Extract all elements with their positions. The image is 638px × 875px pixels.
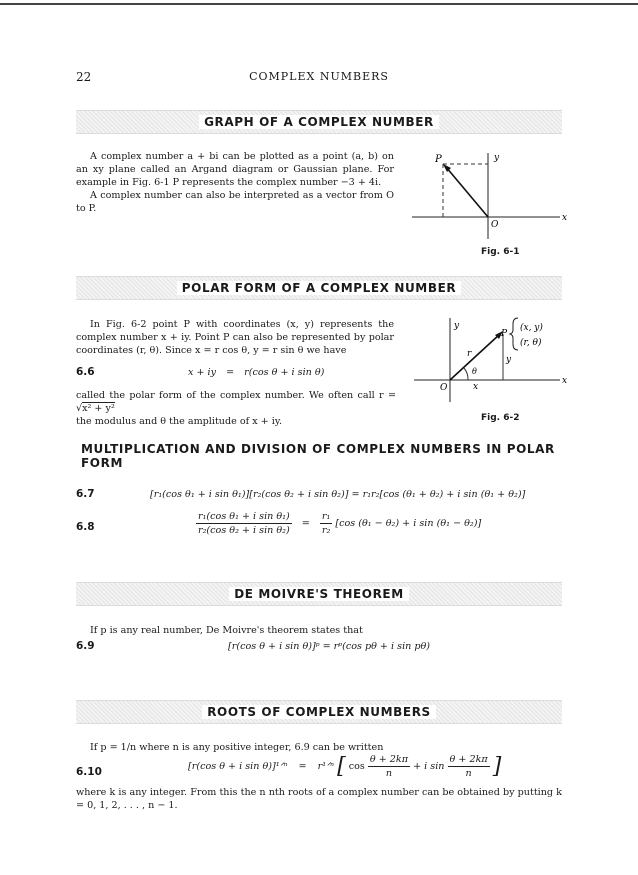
page-number: 22 [76,70,92,84]
denominator: r₂ [321,525,331,536]
eq-lhs: [r(cos θ + i sin θ)]¹ᐟⁿ [188,761,288,772]
section-title: DE MOIVRE'S THEOREM [229,587,409,601]
fraction [196,511,292,536]
label-x: x [562,376,568,386]
label-theta: θ [472,367,477,376]
label-o: O [491,220,499,230]
paragraph: If p = 1/n where n is any positive integer, 6.9 can be written [90,742,384,753]
fig-6-2-diagram [410,312,570,404]
equation-6-6 [188,367,324,378]
top-rule [0,3,638,5]
label-y2: y [506,355,512,365]
paragraph: A complex number a + bi can be plotted as a point (a, b) on an xy plane called an Argand diagram or Gaussian plane. For example in Fig. 6-1 P represents the complex number −3 + 4i. [76,151,394,188]
eq-sign: = [298,761,307,772]
label-p: P [435,154,442,165]
brace [510,318,518,350]
eq-plus: + i sin [413,761,445,772]
graph-text [76,150,394,215]
section-banner-roots [76,700,562,724]
paragraph: In Fig. 6-2 point P with coordinates (x, y) represents the complex number x + iy. Point P can also be represented by polar coordinates (r, θ). Since x = r cos θ, y = r sin θ we have [76,319,394,356]
label-rt: (r, θ) [520,338,542,348]
figure-caption: Fig. 6-2 [481,413,520,423]
eq-cos: cos [348,761,365,772]
equation-label: 6.7 [76,488,95,500]
equation-6-7: [r₁(cos θ₁ + i sin θ₁)][r₂(cos θ₂ + i sin θ₂)] = r₁r₂[cos (θ₁ + θ₂) + i sin (θ₁ + θ₂)] [150,489,526,500]
eq-sign: = [226,367,235,378]
numerator: θ + 2kπ [449,754,488,765]
equation-6-9: [r(cos θ + i sin θ)]ᵖ = rᵖ(cos pθ + i sin pθ) [228,641,431,652]
fraction [368,754,410,779]
angle-arc [464,368,468,380]
text-run: called the polar form of the complex number. We often call r = √ [76,390,396,414]
eq-rhs: [cos (θ₁ − θ₂) + i sin (θ₁ − θ₂)] [335,518,482,529]
fraction [320,511,332,536]
equation-label: 6.9 [76,640,95,652]
polar-text [76,318,394,357]
denominator: r₂(cos θ₂ + i sin θ₂) [198,525,290,536]
label-xy: (x, y) [520,323,543,333]
eq-lhs: x + iy [188,367,217,378]
section-banner-graph [76,110,562,134]
radicand: x² + y² [82,403,115,414]
roots-text-2 [76,786,562,812]
vector-op [446,167,488,217]
equation-6-10 [188,754,501,779]
eq-rhs: r(cos θ + i sin θ) [244,367,325,378]
label-x-seg: x [473,382,479,392]
polar-text-2 [76,389,396,428]
fig-6-1-diagram [410,145,570,241]
section-title: POLAR FORM OF A COMPLEX NUMBER [177,281,461,295]
label-p: P [501,329,508,339]
equation-label: 6.6 [76,366,95,378]
section-title: ROOTS OF COMPLEX NUMBERS [202,705,436,719]
section-banner-polar [76,276,562,300]
section-title: MULTIPLICATION AND DIVISION OF COMPLEX NUMBERS IN POLAR FORM [76,442,562,470]
equation-label: 6.8 [76,521,95,533]
figure-caption: Fig. 6-1 [481,247,520,257]
section-banner-mult [76,444,562,468]
paragraph: A complex number can also be interpreted as a vector from O to P. [76,190,394,214]
eq-sign: = [301,518,310,529]
paragraph: where k is any integer. From this the n nth roots of a complex number can be obtained by putting k = 0, 1, 2, . . . , n − 1. [76,787,562,811]
running-title: COMPLEX NUMBERS [249,70,389,83]
right-bracket: ] [492,754,502,779]
equation-6-8 [196,511,481,536]
numerator: r₁ [321,511,331,522]
section-title: GRAPH OF A COMPLEX NUMBER [199,115,439,129]
label-y: y [454,321,460,331]
paragraph: If p is any real number, De Moivre's theorem states that [90,625,363,636]
fraction [448,754,490,779]
left-bracket: [ [337,754,346,779]
label-r: r [467,349,472,359]
denominator: n [385,768,393,779]
numerator: r₁(cos θ₁ + i sin θ₁) [198,511,290,522]
paragraph: the modulus and θ the amplitude of x + iy. [76,416,283,427]
section-banner-demoivre [76,582,562,606]
equation-label: 6.10 [76,766,102,778]
demoivre-text [90,624,560,637]
eq-r: r¹ᐟⁿ [317,761,335,772]
label-o: O [440,383,448,393]
label-x: x [562,213,568,223]
numerator: θ + 2kπ [369,754,409,765]
label-y: y [494,153,500,163]
roots-text [90,741,560,754]
denominator: n [465,768,472,779]
